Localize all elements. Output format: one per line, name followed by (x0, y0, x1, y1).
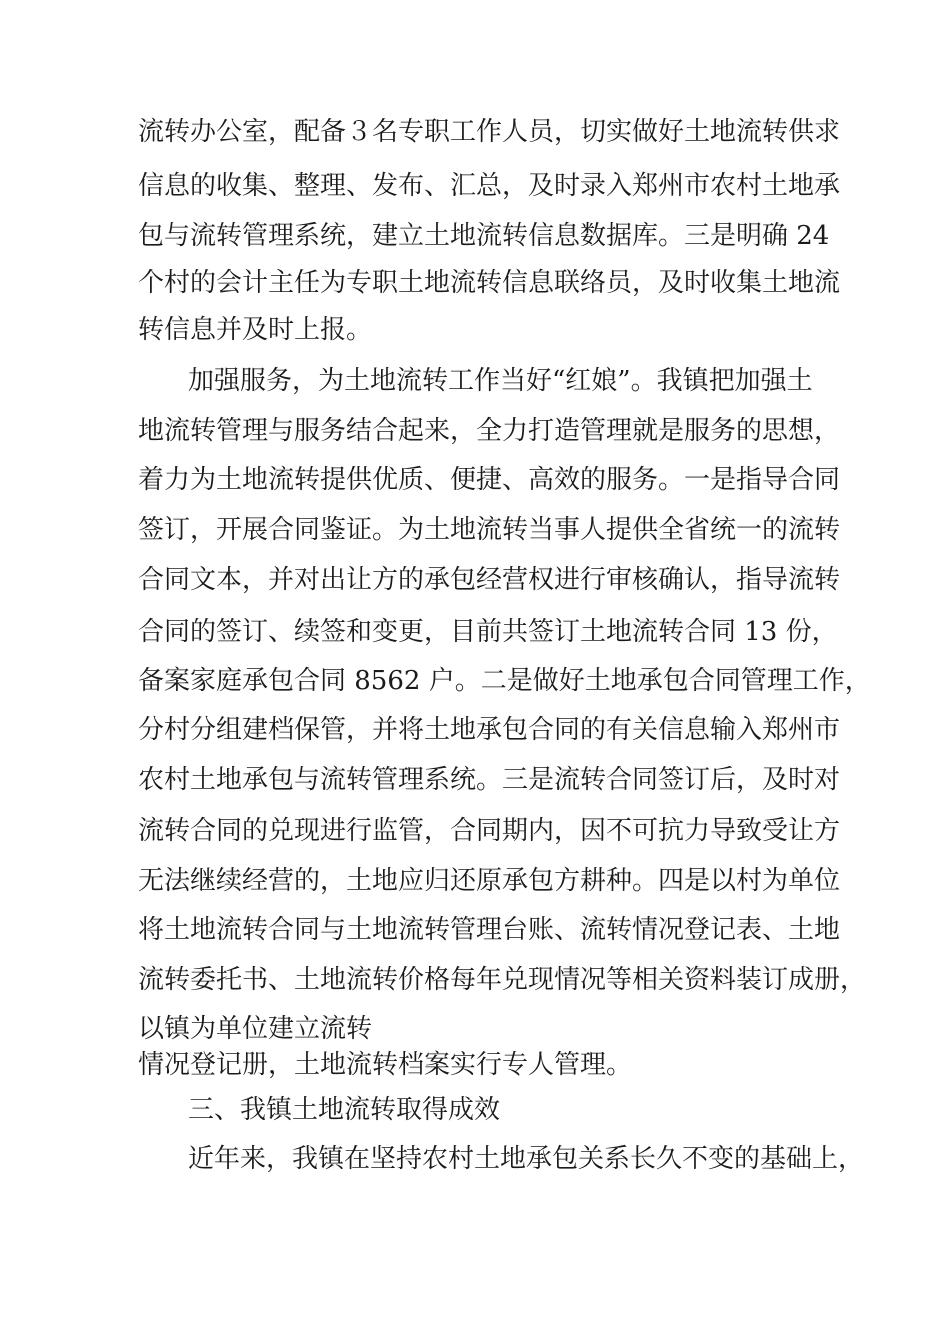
body-text-line: 包与流转管理系统，建立土地流转信息数据库。三是明确 24 (138, 221, 830, 251)
body-text-line: 近年来，我镇在坚持农村土地承包关系长久不变的基础上， (188, 1144, 865, 1174)
body-text-line: 将土地流转合同与土地流转管理台账、流转情况登记表、土地 (138, 915, 841, 945)
body-text-line: 流转委托书、土地流转价格每年兑现情况等相关资料装订成册， (138, 965, 867, 995)
body-text-line: 流转办公室，配备３名专职工作人员，切实做好土地流转供求 (138, 117, 841, 147)
body-text-line: 合同文本，并对出让方的承包经营权进行审核确认，指导流转 (138, 565, 841, 595)
body-text-line: 以镇为单位建立流转 (138, 1014, 373, 1044)
body-text-line: 地流转管理与服务结合起来，全力打造管理就是服务的思想， (138, 416, 841, 446)
body-text-line: 转信息并及时上报。 (138, 315, 373, 345)
body-text-line: 备案家庭承包合同 8562 户。二是做好土地承包合同管理工作， (138, 666, 871, 696)
body-text-line: 签订，开展合同鉴证。为土地流转当事人提供全省统一的流转 (138, 515, 841, 545)
body-text-line: 合同的签订、续签和变更，目前共签订土地流转合同 13 份， (138, 617, 838, 647)
body-text-line: 个村的会计主任为专职土地流转信息联络员，及时收集土地流 (138, 268, 841, 298)
body-text-line: 着力为土地流转提供优质、便捷、高效的服务。一是指导合同 (138, 465, 841, 495)
body-text-line: 农村土地承包与流转管理系统。三是流转合同签订后，及时对 (138, 765, 841, 795)
body-text-line: 无法继续经营的，土地应归还原承包方耕种。四是以村为单位 (138, 866, 841, 896)
body-text-line: 信息的收集、整理、发布、汇总，及时录入郑州市农村土地承 (138, 171, 841, 201)
section-heading: 三、我镇土地流转取得成效 (188, 1095, 501, 1125)
body-text-line: 情况登记册，土地流转档案实行专人管理。 (138, 1050, 633, 1080)
body-text-line: 流转合同的兑现进行监管，合同期内，因不可抗力导致受让方 (138, 816, 841, 846)
paragraph-heading: 加强服务，为土地流转工作当好“红娘”。我镇把加强土 (188, 366, 813, 396)
body-text-line: 分村分组建档保管，并将土地承包合同的有关信息输入郑州市 (138, 715, 841, 745)
